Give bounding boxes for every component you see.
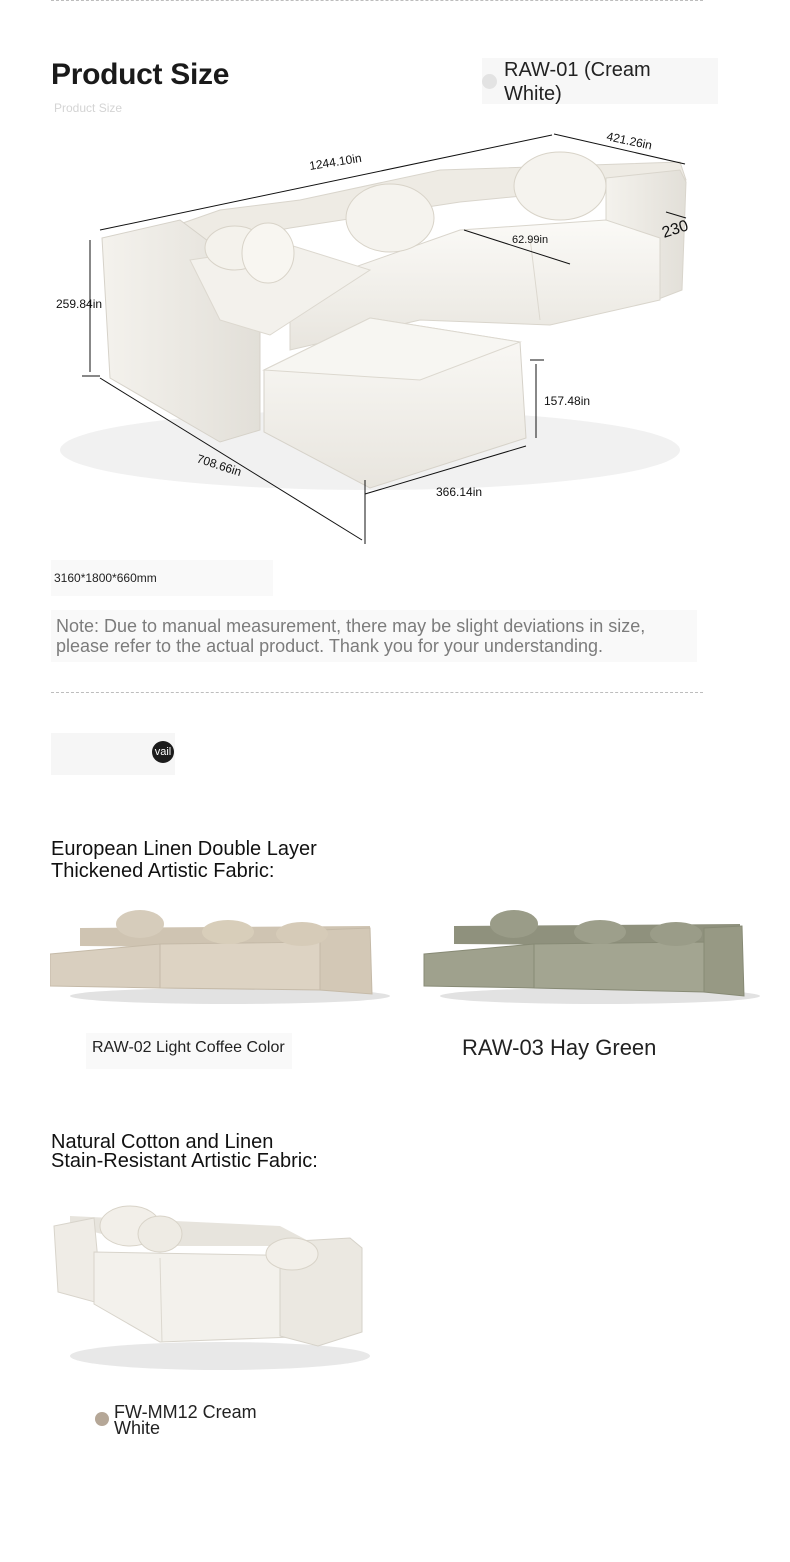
sofa-illustration — [60, 152, 686, 490]
sofa-dimension-diagram — [40, 120, 720, 560]
option-cream-white-label: FW-MM12 Cream White — [114, 1402, 257, 1438]
cotton-section-title-line1: Natural Cotton and Linen — [51, 1131, 274, 1153]
linen-section-title-line1: European Linen Double Layer — [51, 838, 317, 860]
middle-divider — [51, 692, 703, 693]
color-dot-icon — [482, 74, 497, 89]
variant-label: RAW-01 (Cream White) — [504, 59, 651, 105]
option-cream-white[interactable] — [95, 1404, 315, 1438]
linen-section-title-line2: Thickened Artistic Fabric: — [51, 860, 275, 882]
measurement-note: Note: Due to manual measurement, there may be slight deviations in size, please refer to the actual product. Thank you for your understanding. — [51, 610, 697, 662]
dim-length-total: 1244.10in — [308, 150, 363, 173]
size-mm-label: 3160*1800*660mm — [51, 560, 273, 596]
top-divider — [51, 0, 703, 1]
sofa-image-cream-white[interactable] — [50, 1196, 370, 1376]
color-dot-icon — [95, 1412, 109, 1426]
dim-depth-right: 421.26in — [605, 129, 654, 153]
dim-ottoman-height: 157.48in — [544, 394, 591, 408]
variant-chip[interactable] — [482, 58, 718, 104]
dim-ottoman-width: 366.14in — [436, 485, 483, 499]
page-subtitle-watermark: Product Size — [54, 101, 123, 115]
detail-toggle-button[interactable]: vail — [152, 741, 174, 763]
sofa-image-hay-green[interactable] — [420, 900, 760, 1010]
cotton-section-title-line2: Stain-Resistant Artistic Fabric: — [51, 1150, 318, 1172]
dim-back-height: 230 — [659, 217, 691, 242]
page-title: Product Size — [51, 58, 230, 91]
sofa-image-light-coffee[interactable] — [50, 900, 390, 1010]
option-hay-green-label[interactable]: RAW-03 Hay Green — [462, 1035, 657, 1060]
dim-chaise-length: 708.66in — [195, 451, 244, 480]
dim-height: 259.84in — [56, 297, 103, 311]
option-light-coffee-label[interactable]: RAW-02 Light Coffee Color — [86, 1033, 292, 1069]
dim-seat-depth: 62.99in — [512, 234, 549, 246]
